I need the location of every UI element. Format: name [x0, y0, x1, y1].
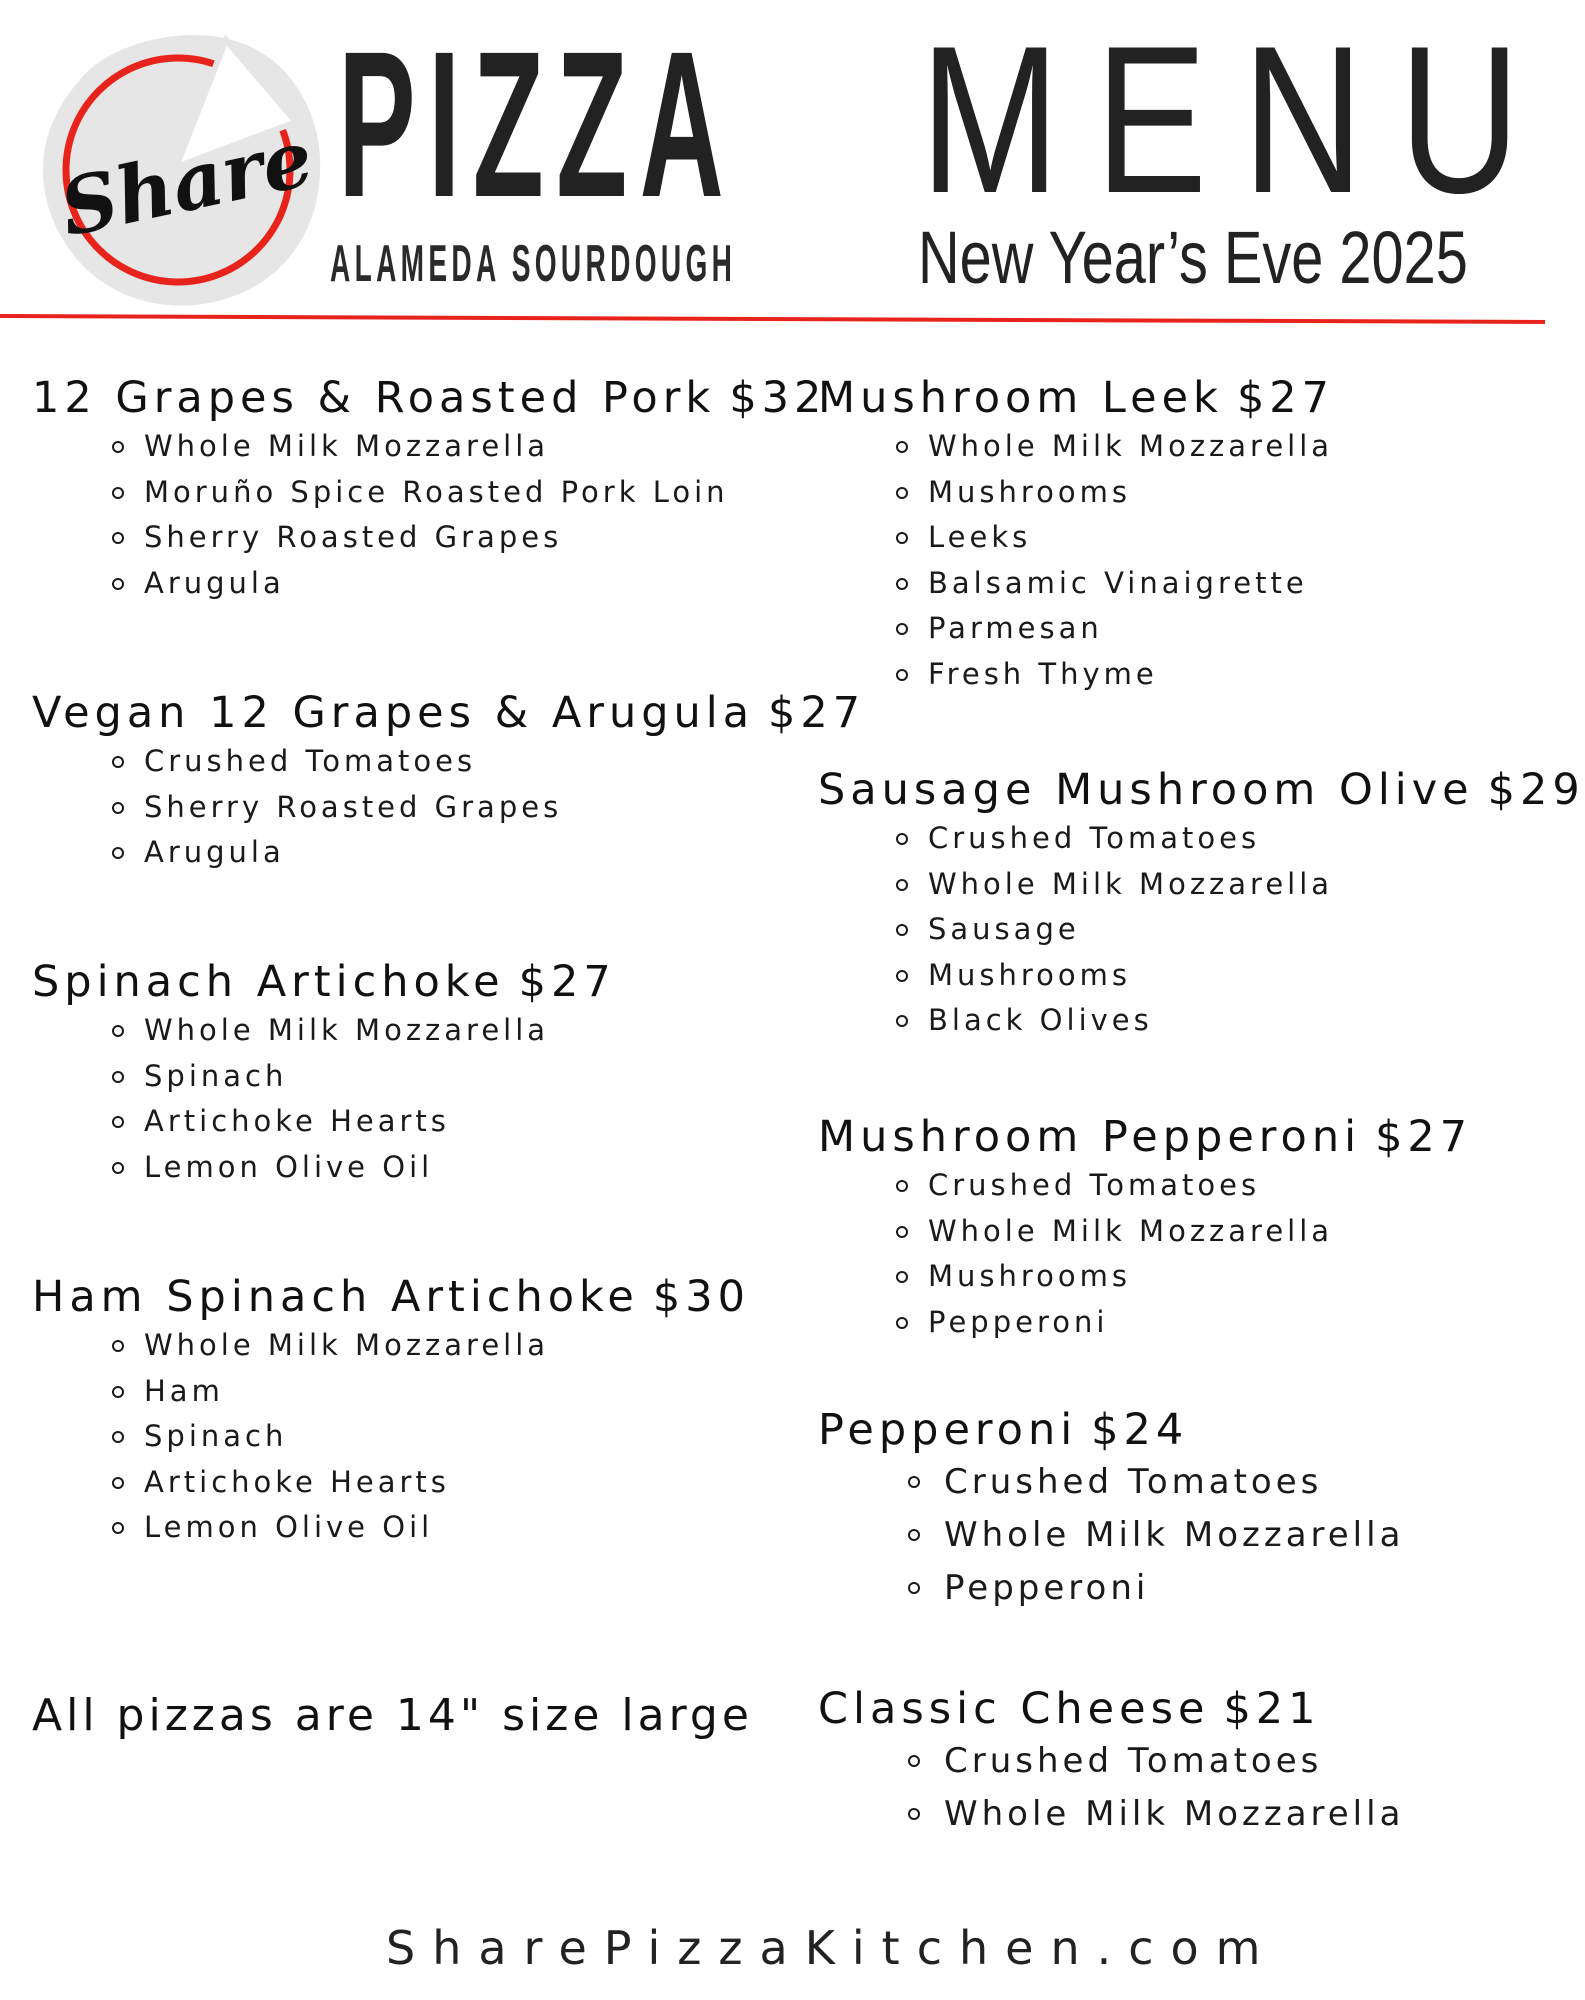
ingredient: Pepperoni	[896, 1300, 1472, 1346]
item-title	[818, 764, 1585, 816]
menu-item	[818, 372, 1334, 697]
ingredient: Arugula	[112, 561, 826, 607]
ingredient: Whole Milk Mozzarella	[896, 862, 1585, 908]
ingredient: Whole Milk Mozzarella	[908, 1788, 1404, 1841]
ingredient: Crushed Tomatoes	[908, 1735, 1404, 1788]
menu-item	[818, 1111, 1472, 1345]
item-title	[32, 1271, 750, 1323]
event-title: New Year’s Eve 2025	[918, 216, 1468, 299]
menu-item	[32, 687, 865, 876]
menu-title: MENU	[920, 2, 1556, 237]
ingredient-list	[112, 1008, 616, 1190]
item-price: $27	[768, 688, 866, 738]
ingredient: Ham	[112, 1369, 750, 1415]
ingredient: Whole Milk Mozzarella	[896, 1209, 1472, 1255]
ingredient: Whole Milk Mozzarella	[112, 424, 826, 470]
share-pizza-logo	[38, 22, 328, 312]
item-title	[818, 1683, 1404, 1735]
ingredient: Spinach	[112, 1054, 616, 1100]
menu-item	[818, 1683, 1404, 1841]
item-price: $29	[1487, 765, 1585, 815]
header-divider	[0, 300, 1545, 320]
item-name: Sausage Mushroom Olive	[818, 765, 1474, 815]
item-name: Spinach Artichoke	[32, 957, 505, 1007]
ingredient-list	[908, 1735, 1404, 1841]
ingredient: Mushrooms	[896, 953, 1585, 999]
ingredient: Crushed Tomatoes	[896, 1163, 1472, 1209]
item-name: Pepperoni	[818, 1405, 1078, 1455]
ingredient: Spinach	[112, 1414, 750, 1460]
ingredient-list	[908, 1456, 1404, 1615]
ingredient-list	[112, 424, 826, 606]
item-price: $27	[518, 957, 616, 1007]
ingredient: Pepperoni	[908, 1562, 1404, 1615]
ingredient: Fresh Thyme	[896, 652, 1334, 698]
menu-item	[818, 1404, 1404, 1615]
website-footer: SharePizzaKitchen.com	[386, 1921, 1278, 1975]
item-name: Classic Cheese	[818, 1684, 1210, 1734]
item-title	[32, 687, 865, 739]
item-price: $27	[1236, 373, 1335, 423]
ingredient: Lemon Olive Oil	[112, 1145, 616, 1191]
item-price: $21	[1223, 1684, 1321, 1734]
ingredient-list	[112, 739, 865, 876]
menu-item	[32, 372, 826, 606]
ingredient: Artichoke Hearts	[112, 1099, 616, 1145]
ingredient: Sausage	[896, 907, 1585, 953]
ingredient: Leeks	[896, 515, 1334, 561]
item-price: $24	[1091, 1405, 1189, 1455]
ingredient: Whole Milk Mozzarella	[112, 1323, 750, 1369]
ingredient: Black Olives	[896, 998, 1585, 1044]
item-price: $27	[1375, 1112, 1473, 1162]
item-name: Mushroom Pepperoni	[818, 1112, 1362, 1162]
ingredient: Mushrooms	[896, 1254, 1472, 1300]
brand-subtitle: ALAMEDA SOURDOUGH	[330, 235, 737, 293]
ingredient: Crushed Tomatoes	[908, 1456, 1404, 1509]
item-name: Vegan 12 Grapes & Arugula	[32, 688, 755, 738]
item-price: $32	[729, 373, 827, 423]
ingredient-list	[896, 816, 1585, 1044]
ingredient-list	[896, 1163, 1472, 1345]
ingredient-list	[112, 1323, 750, 1551]
ingredient: Sherry Roasted Grapes	[112, 515, 826, 561]
logo-script-text: Share	[52, 112, 321, 255]
item-title	[32, 372, 826, 424]
menu-header	[0, 0, 1556, 320]
item-title	[818, 372, 1334, 424]
ingredient: Whole Milk Mozzarella	[112, 1008, 616, 1054]
ingredient: Arugula	[112, 830, 865, 876]
item-title	[818, 1111, 1472, 1163]
item-name: Ham Spinach Artichoke	[32, 1272, 639, 1322]
item-name: 12 Grapes & Roasted Pork	[32, 373, 716, 423]
ingredient: Sherry Roasted Grapes	[112, 785, 865, 831]
size-note: All pizzas are 14" size large	[32, 1690, 753, 1741]
item-title	[32, 956, 616, 1008]
ingredient: Lemon Olive Oil	[112, 1505, 750, 1551]
ingredient: Artichoke Hearts	[112, 1460, 750, 1506]
ingredient-list	[896, 424, 1334, 697]
item-title	[818, 1404, 1404, 1456]
ingredient: Crushed Tomatoes	[896, 816, 1585, 862]
item-name: Mushroom Leek	[818, 373, 1223, 423]
ingredient: Moruño Spice Roasted Pork Loin	[112, 470, 826, 516]
ingredient: Parmesan	[896, 606, 1334, 652]
ingredient: Mushrooms	[896, 470, 1334, 516]
ingredient: Whole Milk Mozzarella	[908, 1509, 1404, 1562]
ingredient: Crushed Tomatoes	[112, 739, 865, 785]
ingredient: Whole Milk Mozzarella	[896, 424, 1334, 470]
item-price: $30	[652, 1272, 750, 1322]
ingredient: Balsamic Vinaigrette	[896, 561, 1334, 607]
menu-item	[32, 1271, 750, 1551]
brand-name: PIZZA	[338, 9, 737, 241]
menu-item	[32, 956, 616, 1190]
menu-item	[818, 764, 1585, 1044]
